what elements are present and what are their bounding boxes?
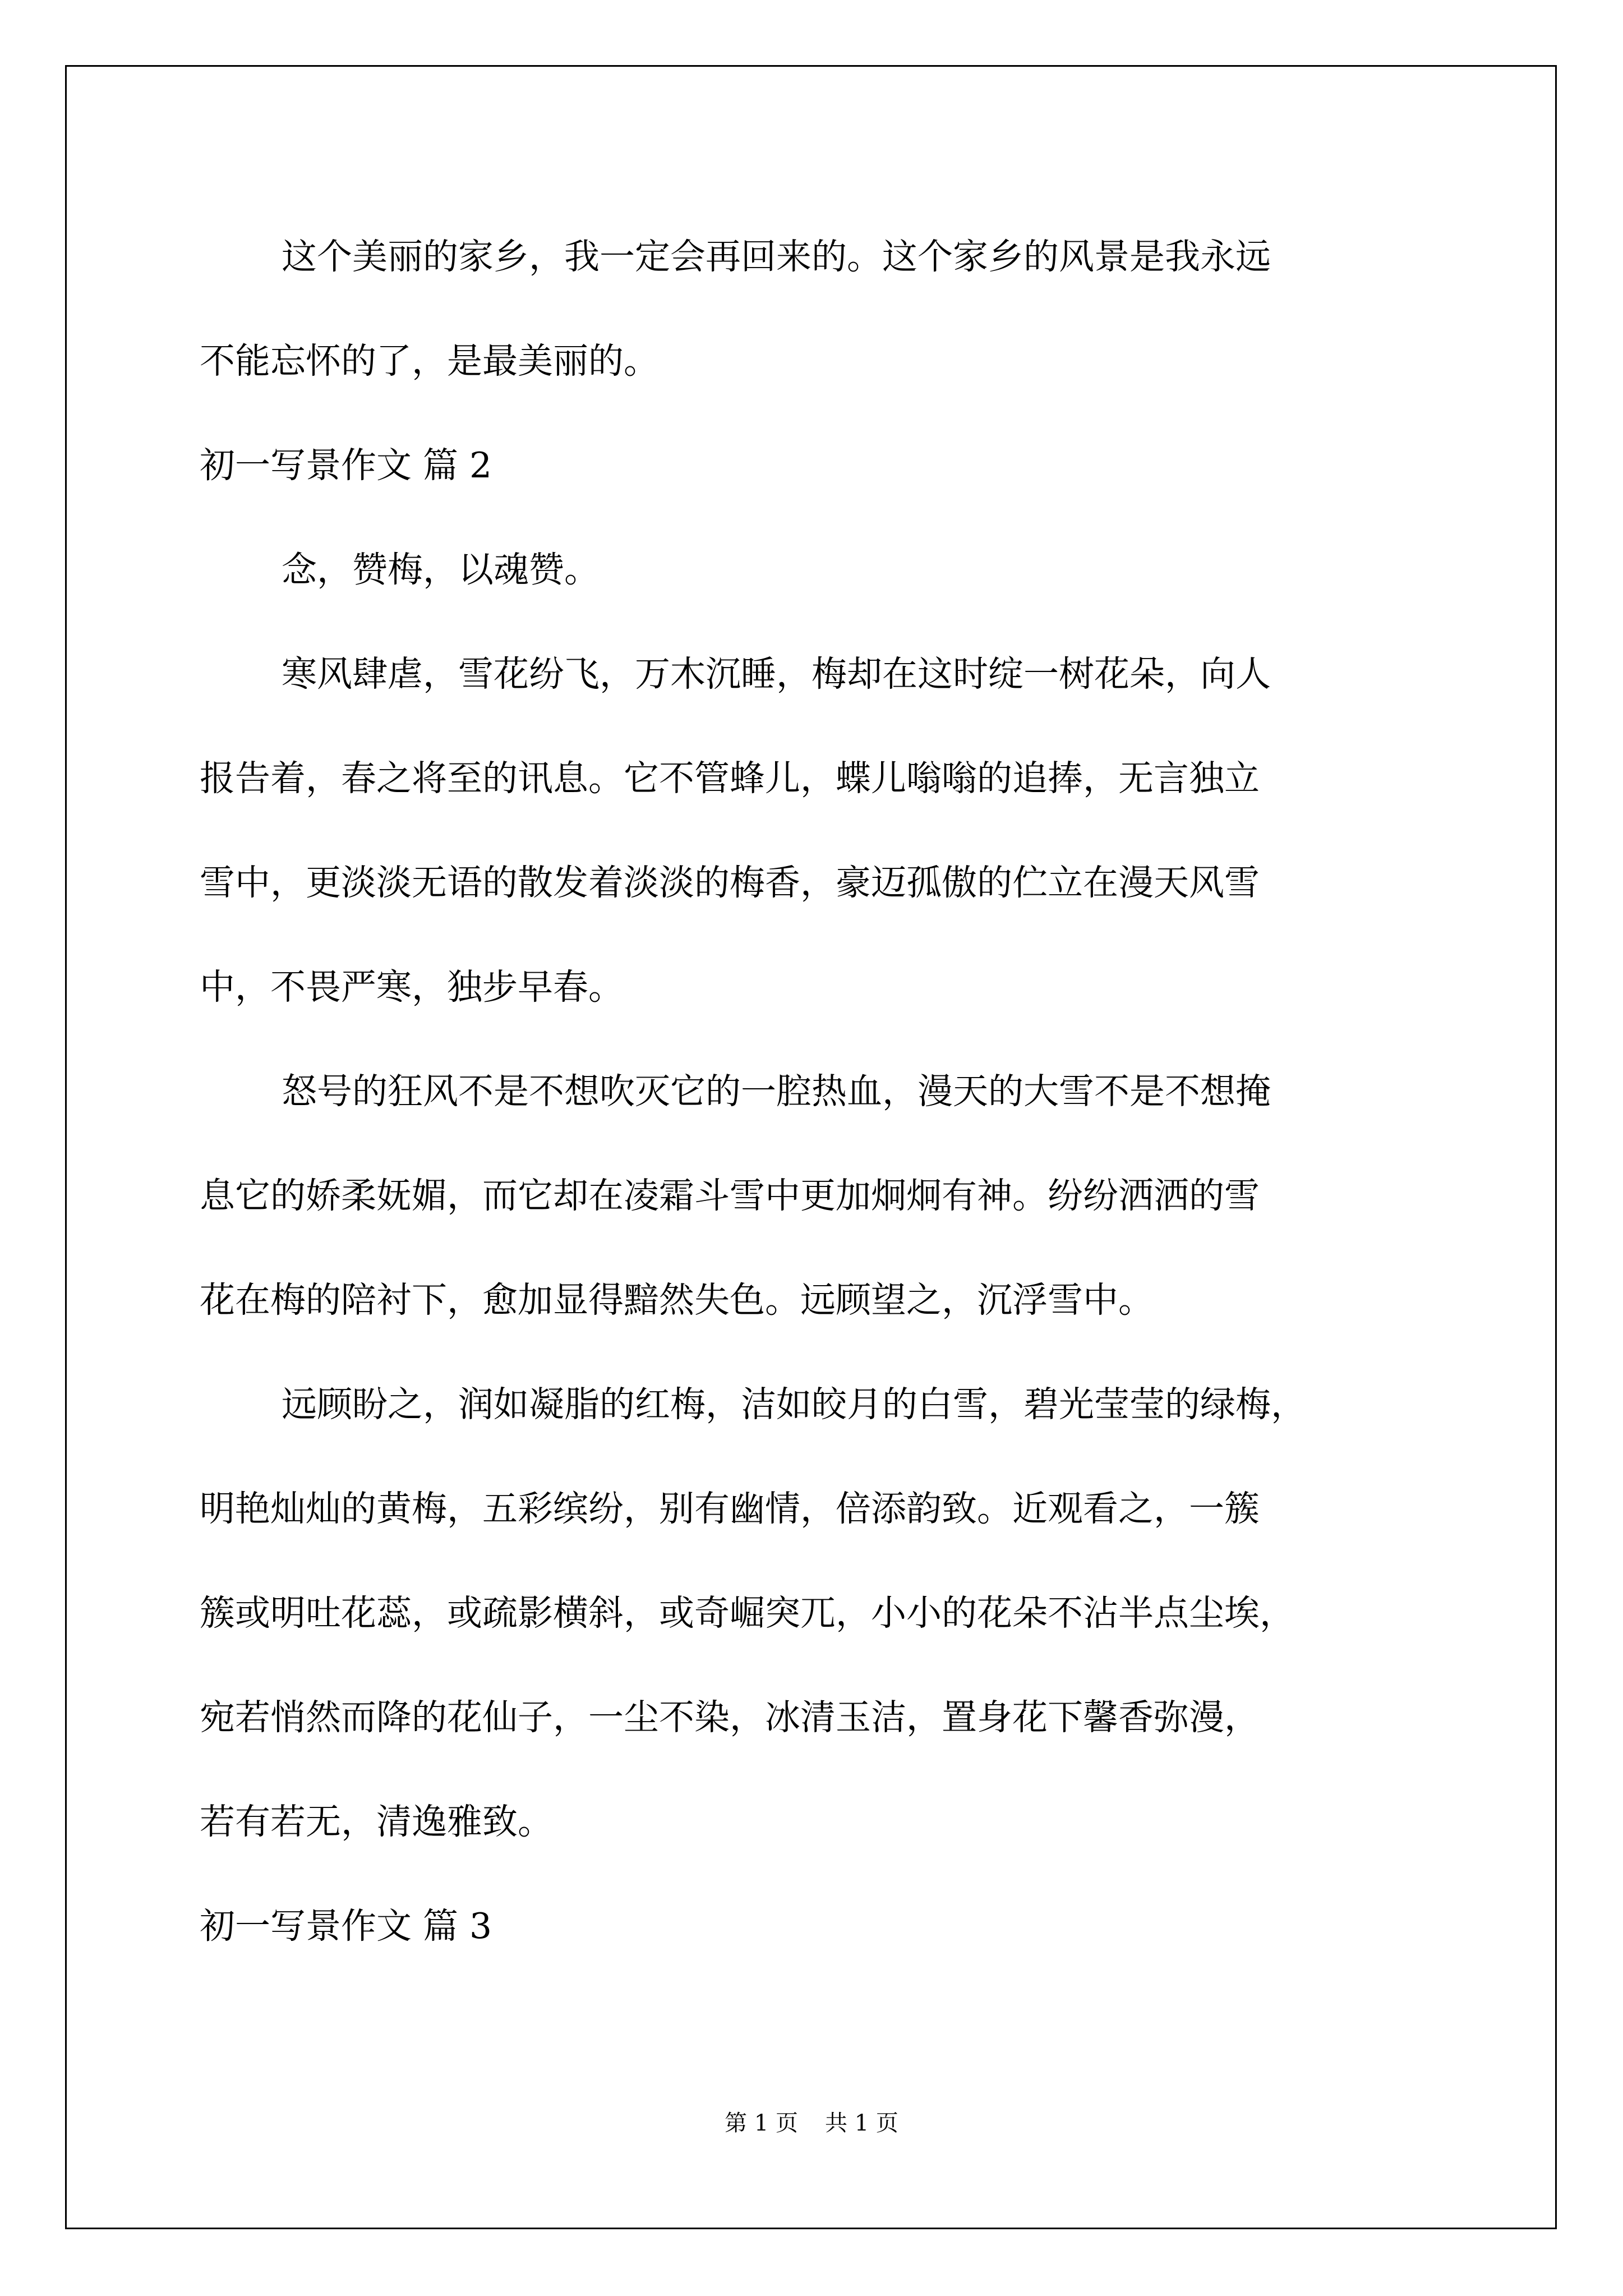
paragraph-line: 这个美丽的家乡，我一定会再回来的。这个家乡的风景是我永远 (282, 236, 1271, 277)
section-heading: 初一写景作文 篇 2 (200, 445, 492, 486)
paragraph-line: 雪中，更淡淡无语的散发着淡淡的梅香，豪迈孤傲的伫立在漫天风雪 (200, 862, 1260, 903)
paragraph-line: 宛若悄然而降的花仙子，一尘不染，冰清玉洁，置身花下馨香弥漫， (200, 1697, 1260, 1738)
page-number: 第 1 页 (725, 2110, 798, 2136)
section-heading: 初一写景作文 篇 3 (200, 1906, 492, 1947)
paragraph-line: 明艳灿灿的黄梅，五彩缤纷，别有幽情，倍添韵致。近观看之，一簇 (200, 1488, 1260, 1529)
paragraph-line: 报告着，春之将至的讯息。它不管蜂儿，蝶儿嗡嗡的追捧，无言独立 (200, 758, 1260, 799)
paragraph-line: 不能忘怀的了，是最美丽的。 (200, 341, 659, 381)
paragraph-line: 息它的娇柔妩媚，而它却在凌霜斗雪中更加炯炯有神。纷纷洒洒的雪 (200, 1175, 1260, 1216)
paragraph-line: 怒号的狂风不是不想吹灭它的一腔热血，漫天的大雪不是不想掩 (282, 1071, 1271, 1112)
document-body (200, 205, 1433, 1978)
paragraph-line: 中，不畏严寒，独步早春。 (200, 967, 624, 1007)
paragraph-line: 远顾盼之，润如凝脂的红梅，洁如皎月的白雪，碧光莹莹的绿梅， (282, 1384, 1306, 1425)
paragraph-line: 念，赞梅，以魂赞。 (282, 549, 600, 590)
paragraph-line: 花在梅的陪衬下，愈加显得黯然失色。远顾望之，沉浮雪中。 (200, 1280, 1154, 1320)
paragraph-line: 寒风肆虐，雪花纷飞，万木沉睡，梅却在这时绽一树花朵，向人 (282, 654, 1271, 694)
paragraph-line: 簇或明吐花蕊，或疏影横斜，或奇崛突兀，小小的花朵不沾半点尘埃， (200, 1593, 1295, 1634)
page-total: 共 1 页 (825, 2110, 898, 2136)
paragraph-line: 若有若无，清逸雅致。 (200, 1801, 553, 1842)
page-footer (0, 2106, 1623, 2140)
